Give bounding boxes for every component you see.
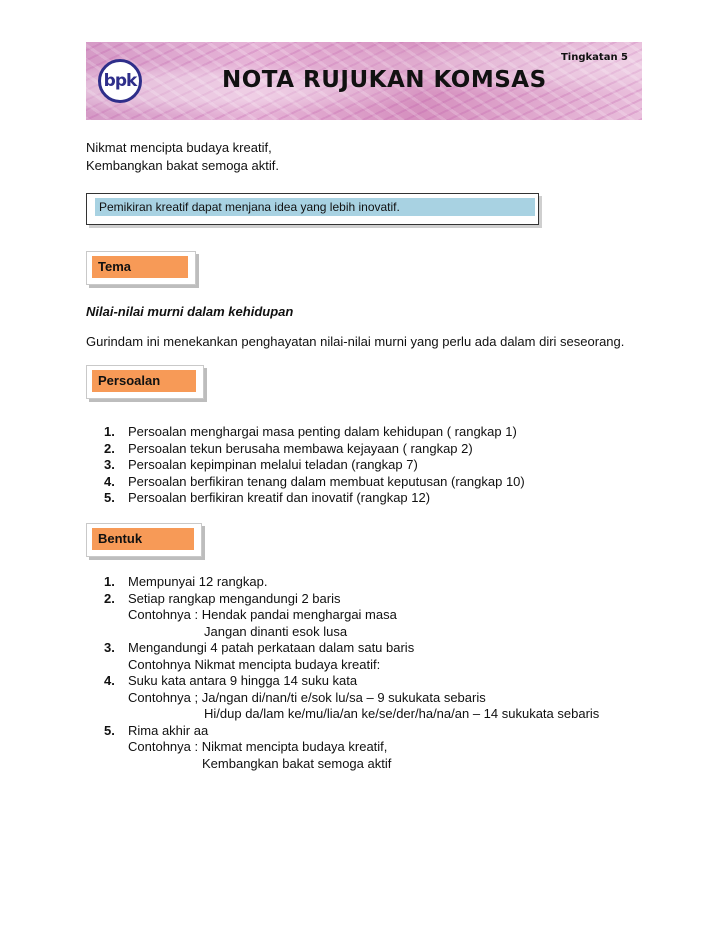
list-item: 3. Persoalan kepimpinan melalui teladan (rangkap 7) xyxy=(104,457,418,472)
example-line: Hi/dup da/lam ke/mu/lia/an ke/se/der/ha/na/an – 14 sukukata sebaris xyxy=(204,706,600,721)
section-tag-persoalan xyxy=(86,365,204,399)
quote-box xyxy=(86,193,539,225)
list-item: 1. Persoalan menghargai masa penting dalam kehidupan ( rangkap 1) xyxy=(104,424,517,439)
persoalan-list xyxy=(104,424,525,507)
header-banner xyxy=(86,42,642,120)
list-item: 3. Mengandungi 4 patah perkataan dalam satu baris Contohnya Nikmat mencipta budaya kreatif: xyxy=(104,640,415,672)
example-line: Kembangkan bakat semoga aktif xyxy=(202,755,392,771)
intro-line-1: Nikmat mencipta budaya kreatif, xyxy=(86,140,272,155)
list-item: 5. Persoalan berfikiran kreatif dan inovatif (rangkap 12) xyxy=(104,490,431,505)
example-line: Contohnya : Hendak pandai menghargai masa xyxy=(128,607,397,622)
example-line: Contohnya Nikmat mencipta budaya kreatif: xyxy=(128,656,381,672)
bentuk-list xyxy=(104,574,599,772)
logo-text: bpk xyxy=(103,71,137,91)
list-item: 5. Rima akhir aa Contohnya : Nikmat mencipta budaya kreatif, Kembangkan bakat semoga aktif xyxy=(104,722,392,771)
tema-subtitle: Nilai-nilai murni dalam kehidupan xyxy=(86,304,294,319)
section-tag-tema xyxy=(86,251,196,285)
list-item: 4. Persoalan berfikiran tenang dalam membuat keputusan (rangkap 10) xyxy=(104,473,525,489)
intro-verse xyxy=(86,139,279,175)
tag-label-bentuk: Bentuk xyxy=(92,528,194,550)
example-line: Contohnya : Nikmat mencipta budaya kreatif, xyxy=(128,739,388,754)
grade-label: Tingkatan 5 xyxy=(560,52,628,63)
example-line: Jangan dinanti esok lusa xyxy=(204,623,348,639)
section-tag-bentuk xyxy=(86,523,202,557)
example-line: Contohnya ; Ja/ngan di/nan/ti e/sok lu/sa – 9 sukukata sebaris xyxy=(128,689,486,705)
intro-line-2: Kembangkan bakat semoga aktif. xyxy=(86,158,279,173)
list-item: 2. Persoalan tekun berusaha membawa kejayaan ( rangkap 2) xyxy=(104,440,473,456)
bpk-logo xyxy=(98,59,142,103)
list-item: 4. Suku kata antara 9 hingga 14 suku kata Contohnya ; Ja/ngan di/nan/ti e/sok lu/sa – 9 sukukata sebaris Hi/dup da/lam ke/mu/lia/an ke/se/der/ha/na/an – 14 sukukata sebaris xyxy=(104,673,600,721)
quote-text: Pemikiran kreatif dapat menjana idea yang lebih inovatif. xyxy=(95,198,535,216)
list-item: 1. Mempunyai 12 rangkap. xyxy=(104,574,268,589)
page-title: NOTA RUJUKAN KOMSAS xyxy=(222,67,547,93)
tag-label-persoalan: Persoalan xyxy=(92,370,196,392)
tag-label-tema: Tema xyxy=(92,256,188,278)
tema-description: Gurindam ini menekankan penghayatan nilai-nilai murni yang perlu ada dalam diri seseorang. xyxy=(86,334,625,349)
list-item: 2. Setiap rangkap mengandungi 2 baris Contohnya : Hendak pandai menghargai masa Jangan dinanti esok lusa xyxy=(104,590,397,639)
